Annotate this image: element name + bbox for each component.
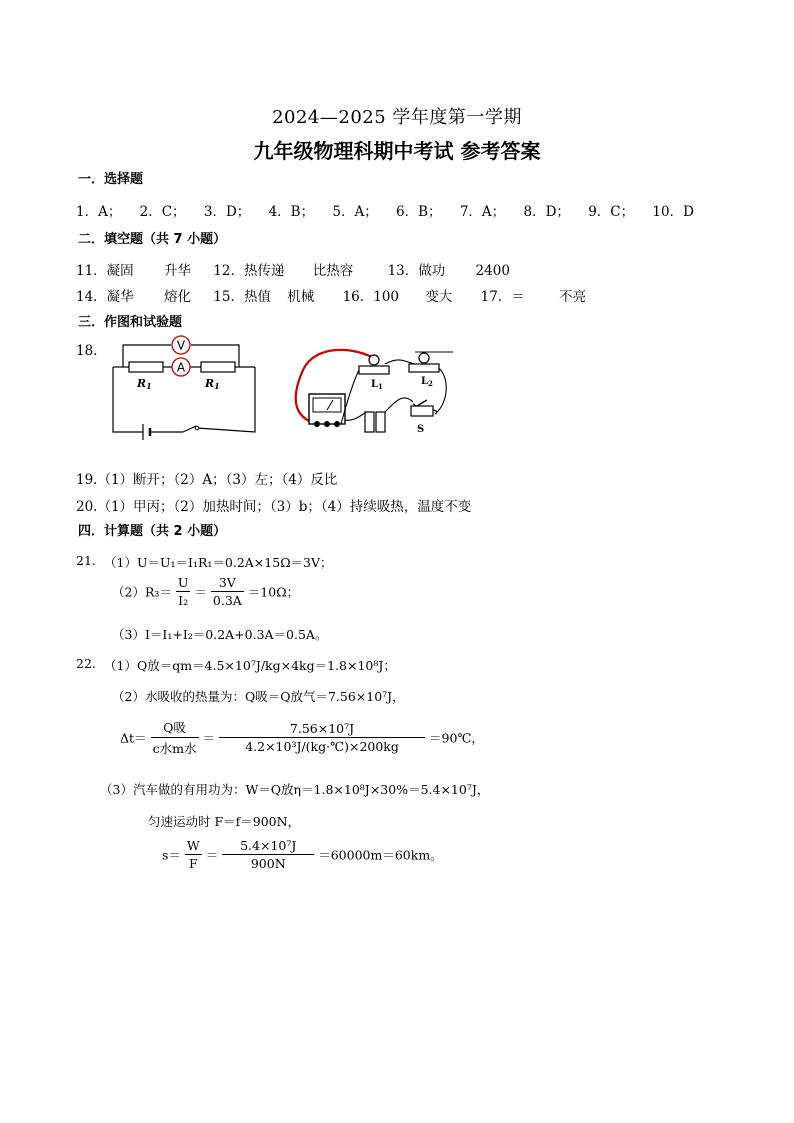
answer-12b: 比热容 — [312, 263, 354, 279]
answer-2: 2．C； — [139, 204, 186, 220]
section-heading-calc: 四．计算题（共 2 小题） — [78, 524, 227, 539]
resistor-r1-right — [201, 362, 235, 372]
question-18-number: 18. — [76, 343, 98, 359]
answer-10: 10．D — [652, 204, 694, 220]
svg-text:V: V — [176, 338, 186, 353]
answer-9: 9．C； — [588, 204, 635, 220]
answer-14b: 熔化 — [163, 289, 191, 305]
answer-12a: 12．热传递 — [213, 263, 285, 279]
section-heading-fill: 二．填空题（共 7 小题） — [78, 232, 227, 247]
answer-21-part3: （3）I＝I₁+I₂＝0.2A+0.3A＝0.5A。 — [112, 627, 328, 642]
label-l1: $L_1$ — [371, 379, 383, 391]
answer-8: 8．D； — [523, 204, 570, 220]
answer-22-formula-s: s＝ $\frac{W}{F}$ ＝ $\frac{\text{5.4×10⁷J}}{900N}$ ＝60000m＝60km。 — [162, 838, 443, 871]
answer-3: 3．D； — [203, 204, 251, 220]
answer-13a: 13．做功 — [387, 263, 446, 279]
answer-7: 7．A； — [459, 204, 506, 220]
answer-13b: 2400 — [475, 263, 510, 279]
voltmeter-symbol — [172, 336, 190, 354]
fill-row-1 — [76, 259, 510, 279]
answer-15b: 机械 — [287, 289, 315, 305]
title-year: 2024—2025 学年度第一学期 — [272, 107, 522, 128]
answer-1: 1．A； — [76, 204, 122, 220]
answer-6: 6．B； — [396, 204, 442, 220]
answer-22-part3: （3）汽车做的有用功为：W＝Q放η＝1.8×10⁸J×30%＝5.4×10⁷J， — [100, 782, 490, 797]
answer-20: 20.（1）甲丙；（2）加热时间；（3）b；（4）持续吸热，温度不变 — [76, 499, 472, 515]
answer-17a: 17．＝ — [480, 289, 525, 305]
meter-icon — [309, 394, 345, 427]
answer-19: 19.（1）断开；（2）A；（3）左；（4）反比 — [76, 472, 338, 488]
circuit-schematic — [105, 332, 265, 440]
question-21-number: 21. — [76, 553, 96, 568]
lamp-l1-icon — [359, 355, 389, 374]
label-r1-right: R1 — [205, 377, 220, 391]
answer-5: 5．A； — [332, 204, 378, 220]
answer-11b: 升华 — [163, 263, 191, 279]
choice-answers-row — [76, 200, 694, 220]
page-title: 九年级物理科期中考试 参考答案 — [253, 139, 541, 163]
switch-icon — [411, 400, 433, 416]
ammeter-symbol — [172, 358, 190, 376]
question-22-number: 22. — [76, 656, 96, 671]
answer-16b: 变大 — [425, 289, 453, 305]
answer-16a: 16．100 — [342, 289, 400, 305]
answer-14a: 14．凝华 — [76, 289, 134, 305]
battery-icon — [365, 412, 385, 432]
answer-15a: 15．热值 — [213, 289, 271, 305]
answer-11a: 11．凝固 — [76, 263, 134, 279]
lamp-l2-icon — [409, 353, 439, 372]
resistor-r1-left — [129, 362, 163, 372]
answer-21-part1: （1）U＝U₁＝I₁R₁＝0.2A×15Ω＝3V； — [104, 555, 333, 570]
svg-text:A: A — [176, 360, 186, 375]
wiring-diagram — [285, 342, 465, 442]
label-l2: $L_2$ — [421, 376, 433, 388]
fill-row-2 — [76, 285, 586, 305]
answer-22-part1: （1）Q放＝qm＝4.5×10⁷J/kg×4kg＝1.8×10⁸J； — [104, 658, 396, 673]
answer-17b: 不亮 — [559, 289, 587, 305]
answer-21-part2: （2）R₃＝ $\frac{U}{\text{I₂}}$ ＝ $\frac{3V}{0.3A}$ ＝10Ω； — [112, 575, 300, 608]
section-heading-drawing: 三．作图和试验题 — [78, 315, 183, 330]
answer-22-formula-dt: Δt＝ $\frac{\text{Q吸}}{\text{c水m水}}$ ＝ $\frac{\text{7.56×10⁷J}}{\text{4.2×10³J/(kg·℃)×200kg}}$ ＝90℃， — [120, 720, 484, 756]
answer-22-part2: （2）水吸收的热量为：Q吸＝Q放气＝7.56×10⁷J， — [112, 689, 405, 704]
section-heading-choice: 一．选择题 — [78, 172, 144, 187]
label-r1-left: R1 — [137, 377, 152, 391]
label-s: S — [417, 424, 425, 435]
answer-22-part4: 匀速运动时 F＝f＝900N， — [148, 814, 301, 829]
answer-4: 4．B； — [268, 204, 315, 220]
